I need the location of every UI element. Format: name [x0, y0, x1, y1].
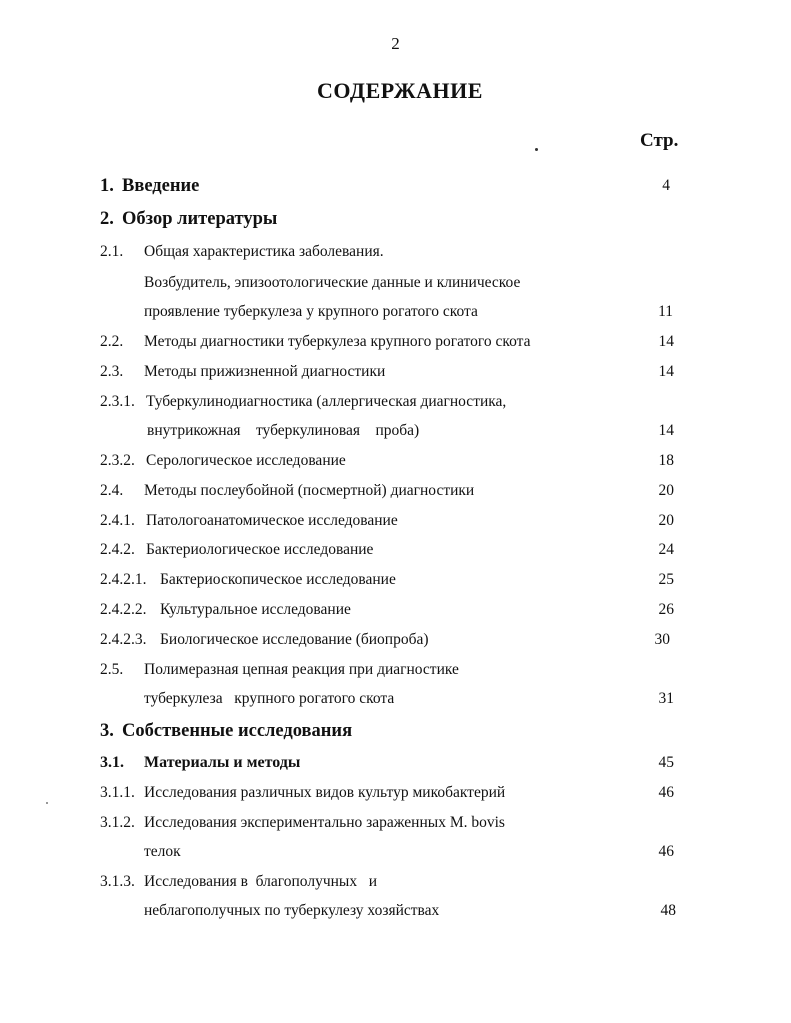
toc-entry-number: 1. [100, 176, 114, 196]
toc-entry-text: Введение [122, 176, 200, 196]
toc-entry-text: Серологическое исследование [146, 452, 346, 469]
toc-entry-page: 14 [658, 333, 674, 350]
toc-entry-page: 14 [658, 422, 674, 439]
toc-entry-number: 2.3.2. [100, 452, 135, 469]
toc-entry-text: неблагополучных по туберкулезу хозяйствах [144, 902, 440, 919]
page-title: СОДЕРЖАНИЕ [317, 78, 483, 103]
toc-entry-text: Патологоанатомическое исследование [146, 512, 398, 529]
toc-entry-page: 18 [658, 452, 674, 469]
toc-entry-page: 30 [654, 631, 670, 648]
toc-entry-number: 2.3.1. [100, 393, 135, 410]
toc-entry-page: 14 [658, 363, 674, 380]
toc-entry-page: 46 [658, 843, 674, 860]
stray-mark [535, 148, 538, 151]
toc-entry-number: 2.1. [100, 243, 124, 260]
toc-entry-text: туберкулеза крупного рогатого скота [144, 690, 395, 707]
toc-entry-page: 11 [658, 303, 673, 320]
toc-entry-page: 46 [658, 784, 674, 801]
toc-entry-page: 20 [658, 512, 674, 529]
toc-entry-number: 3.1.2. [100, 814, 135, 831]
toc-entry-page: 45 [658, 754, 674, 771]
toc-entry-number: 2. [100, 209, 114, 229]
toc-entry-page: 4 [662, 177, 670, 194]
toc-entry-text: Исследования в благополучных и [144, 873, 377, 890]
toc-entry-text: Собственные исследования [122, 721, 353, 741]
toc-entry-number: 2.5. [100, 661, 124, 678]
toc-entry-page: 25 [658, 571, 674, 588]
toc-entry-text: Бактериологическое исследование [146, 541, 374, 558]
toc-entry-number: 2.2. [100, 333, 124, 350]
toc-entry-page: 24 [658, 541, 674, 558]
toc-entry-number: 3.1. [100, 754, 124, 771]
toc-entry-page: 26 [658, 601, 674, 618]
toc-entry-text: Исследования экспериментально зараженных M. bovis [144, 814, 505, 831]
toc-entry-text: внутрикожная туберкулиновая проба) [147, 422, 420, 439]
toc-entry-text: телок [144, 843, 181, 860]
toc-entry-number: 3.1.3. [100, 873, 135, 890]
toc-entry-number: 2.4.2. [100, 541, 135, 558]
toc-entry-number: 2.4.2.1. [100, 571, 147, 588]
toc-entry-page: 20 [658, 482, 674, 499]
toc-entry-number: 3.1.1. [100, 784, 135, 801]
toc-entry-number: 2.4.2.3. [100, 631, 147, 648]
toc-entry-number: 3. [100, 721, 114, 741]
toc-entry-text: Методы послеубойной (посмертной) диагностики [144, 482, 475, 499]
stray-mark [46, 802, 48, 804]
toc-entry-text: Материалы и методы [144, 754, 301, 771]
toc-entry-number: 2.4. [100, 482, 124, 499]
toc-entry-number: 2.4.2.2. [100, 601, 147, 618]
toc-entry-text: Возбудитель, эпизоотологические данные и клиническое [144, 274, 521, 291]
toc-entry-text: Туберкулинодиагностика (аллергическая диагностика, [146, 393, 507, 410]
toc-entry-text: Общая характеристика заболевания. [144, 243, 384, 260]
toc-entry-text: Методы диагностики туберкулеза крупного рогатого скота [144, 333, 531, 350]
toc-entry-text: Методы прижизненной диагностики [144, 363, 386, 380]
toc-entry-text: Бактериоскопическое исследование [160, 571, 396, 588]
toc-entry-number: 2.3. [100, 363, 124, 380]
toc-entry-text: Биологическое исследование (биопроба) [160, 631, 429, 648]
toc-entry-text: Культуральное исследование [160, 601, 351, 618]
toc-entry-text: Обзор литературы [122, 209, 278, 229]
toc-entry-text: Полимеразная цепная реакция при диагностике [144, 661, 459, 678]
page-number: 2 [391, 34, 400, 53]
toc-entry-text: Исследования различных видов культур микобактерий [144, 784, 506, 801]
toc-entry-page: 48 [660, 902, 676, 919]
page-column-header: Стр. [640, 130, 679, 151]
toc-entry-number: 2.4.1. [100, 512, 135, 529]
toc-entry-page: 31 [658, 690, 674, 707]
toc-entry-text: проявление туберкулеза у крупного рогатого скота [144, 303, 478, 320]
